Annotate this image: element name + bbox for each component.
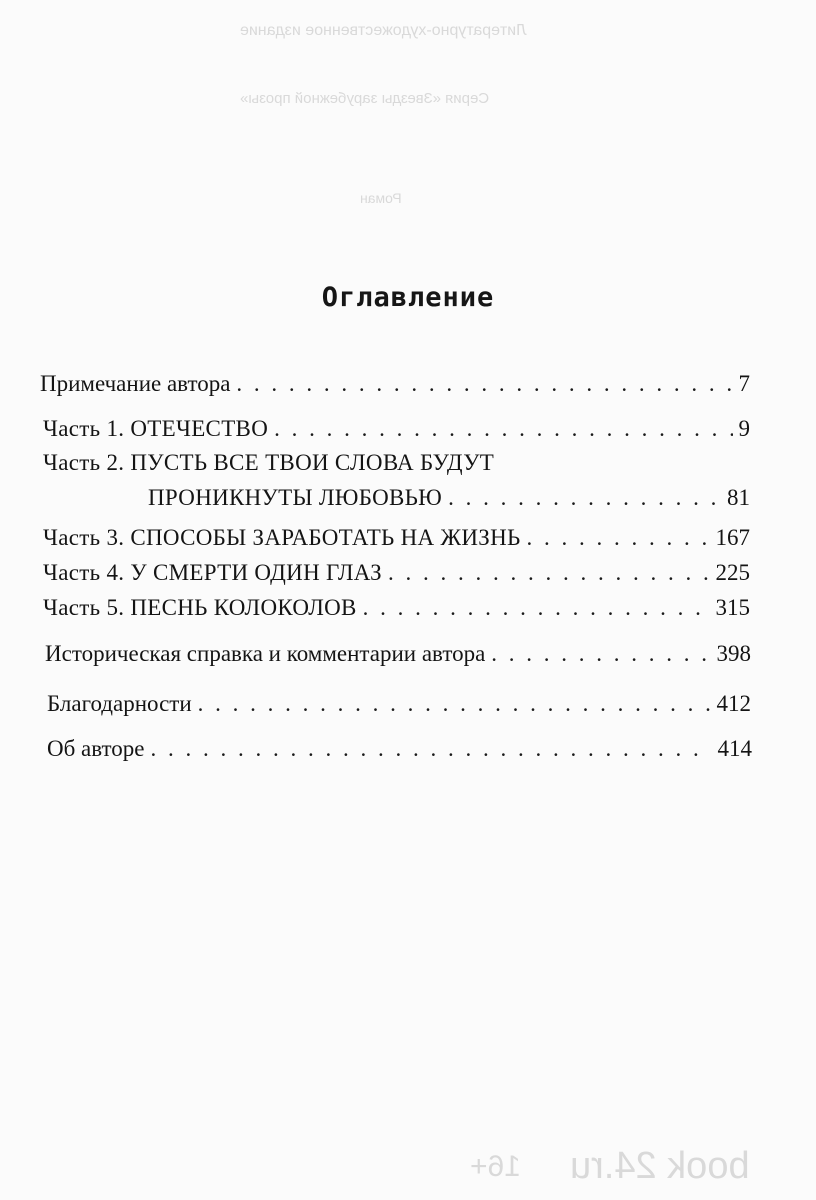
toc-entry-label: Часть 1. ОТЕЧЕСТВО <box>43 416 269 441</box>
toc-leader-dots <box>491 640 710 668</box>
bleed-through-line-1: Литературно-художественное издание <box>240 22 527 39</box>
toc-entry-page: 81 <box>727 485 750 510</box>
toc-entry-label: Об авторе <box>47 736 145 761</box>
toc-entry <box>43 524 750 552</box>
toc-leader-dots <box>448 484 721 512</box>
toc-leader-dots <box>236 370 732 398</box>
toc-leader-dots <box>388 559 710 587</box>
toc-leader-dots <box>527 524 710 552</box>
toc-entry <box>148 484 750 512</box>
toc-leader-dots <box>151 735 712 763</box>
toc-entry <box>47 735 752 763</box>
toc-entry <box>43 594 750 622</box>
toc-entry-page: 7 <box>738 371 750 396</box>
toc-leader-dots <box>274 415 732 443</box>
toc-entry-page: 225 <box>715 560 750 585</box>
toc-entry-page: 414 <box>717 736 752 761</box>
toc-entry-label: Часть 4. У СМЕРТИ ОДИН ГЛАЗ <box>43 560 382 585</box>
toc-entry-page: 167 <box>715 525 750 550</box>
toc-entry <box>43 559 750 587</box>
toc-entry <box>45 640 751 668</box>
bleed-through-logo: book 24.ru <box>570 1145 750 1187</box>
toc-entry-label: Примечание автора <box>40 371 231 396</box>
toc-entry <box>40 370 750 398</box>
bleed-through-line-2: Серия «Звезды зарубежной прозы» <box>240 90 490 107</box>
toc-entry-label: Часть 2. ПУСТЬ ВСЕ ТВОИ СЛОВА БУДУТ <box>43 450 495 475</box>
toc-entry <box>47 690 751 718</box>
bleed-through-line-3: Роман <box>360 190 402 206</box>
bleed-through-age: 16+ <box>470 1150 521 1183</box>
toc-entry-page: 9 <box>738 416 750 441</box>
toc-leader-dots <box>198 690 711 718</box>
toc-entry-label: Часть 3. СПОСОБЫ ЗАРАБОТАТЬ НА ЖИЗНЬ <box>43 525 521 550</box>
toc-entry-continuation: ПРОНИКНУТЫ ЛЮБОВЬЮ <box>148 485 443 510</box>
toc-entry-page: 398 <box>716 641 751 666</box>
toc-leader-dots <box>363 594 710 622</box>
toc-entry-page: 412 <box>716 691 751 716</box>
toc-entry-label: Часть 5. ПЕСНЬ КОЛОКОЛОВ <box>43 595 357 620</box>
toc-entry-label: Историческая справка и комментарии автора <box>45 641 486 666</box>
toc-entry <box>43 415 750 443</box>
toc-entry-label: Благодарности <box>47 691 192 716</box>
toc-title: Оглавление <box>321 282 495 313</box>
toc-entry-page: 315 <box>715 595 750 620</box>
